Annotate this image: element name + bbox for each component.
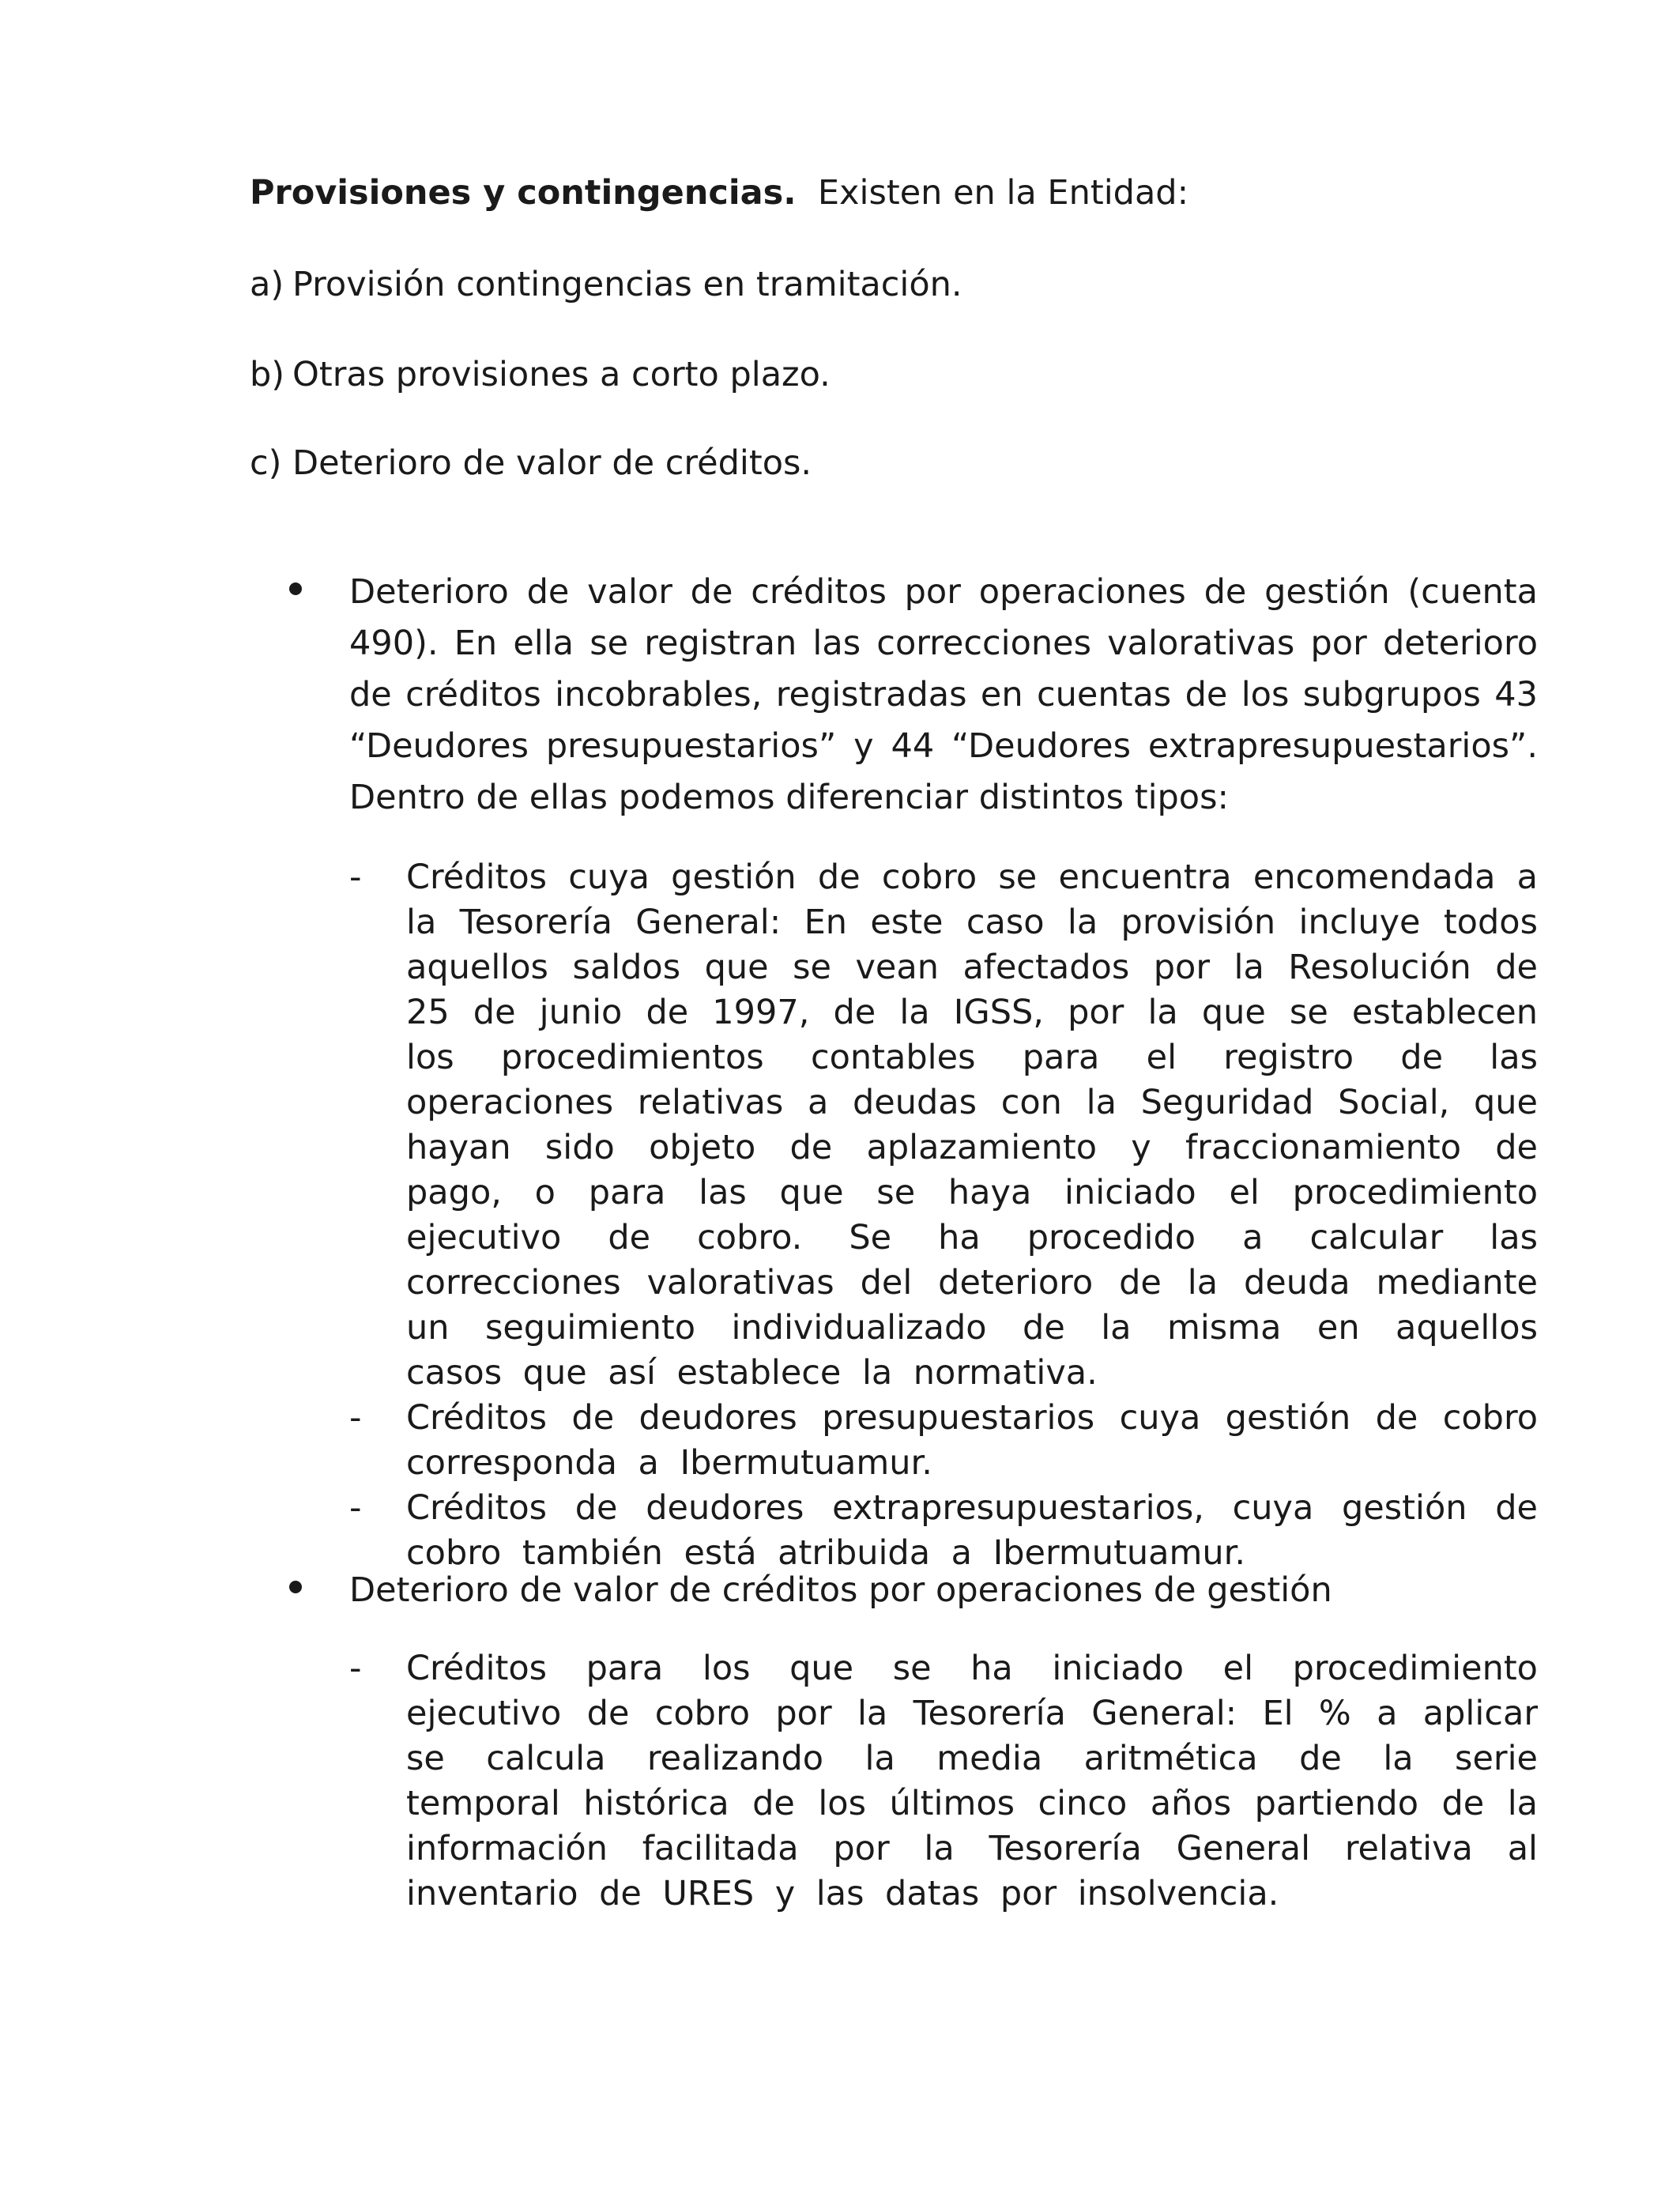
sub-list-item-text: Créditos cuya gestión de cobro se encuentra encomendada a la Tesorería General: En este caso la provisión incluye todos aquellos saldos que se vean afectados por la Resolución de 25 de junio de 1997, de la IGSS, por la que se establecen los procedimientos contables para el registro de las operaciones relativas a deudas con la Seguridad Social, que hayan sido objeto de aplazamiento y fraccionamiento de pago, o para las que se haya iniciado el procedimiento ejecutivo de cobro. Se ha procedido a calcular las correcciones valorativas del deterioro de la deuda mediante un seguimiento individualizado de la misma en aquellos casos que así establece la normativa. (406, 858, 1538, 1393)
sub-list (349, 855, 1538, 1576)
list-marker: c) (250, 443, 282, 483)
dash-marker: - (349, 858, 362, 897)
sub-list-item (349, 855, 1538, 1396)
sub-list-item (349, 1396, 1538, 1486)
dash-marker: - (349, 1398, 362, 1438)
list-marker: b) (250, 355, 285, 394)
sub-list-item-text: Créditos para los que se ha iniciado el procedimiento ejecutivo de cobro por la Tesorería General: El % a aplicar se calcula realizando la media aritmética de la serie temporal histórica de los últimos cinco años partiendo de la información facilitada por la Tesorería General relativa al inventario de URES y las datas por insolvencia. (406, 1649, 1538, 1913)
section-heading (250, 169, 1188, 217)
list-marker: a) (250, 265, 284, 304)
list-item-text: Otras provisiones a corto plazo. (292, 355, 831, 394)
dash-marker: - (349, 1649, 362, 1688)
list-item-text: Provisión contingencias en tramitación. (292, 265, 962, 304)
sub-list-item-text: Créditos de deudores extrapresupuestarios, cuya gestión de cobro también está atribuida a Ibermutuamur. (406, 1488, 1538, 1573)
bullet-text: Deterioro de valor de créditos por operaciones de gestión (cuenta 490). En ella se registran las correcciones valorativas por deterioro de créditos incobrables, registradas en cuentas de los subgrupos 43 “Deudores presupuestarios” y 44 “Deudores extrapresupuestarios”. Dentro de ellas podemos diferenciar distintos tipos: (349, 572, 1538, 817)
bullet-item (292, 567, 1538, 824)
heading-rest: Existen en la Entidad: (817, 173, 1189, 213)
list-item-text: Deterioro de valor de créditos. (292, 443, 812, 483)
sub-list-item (349, 1646, 1538, 1917)
list-item-a (250, 261, 962, 308)
sub-list-item-text: Créditos de deudores presupuestarios cuya gestión de cobro corresponda a Ibermutuamur. (406, 1398, 1538, 1483)
list-item-b (250, 351, 831, 398)
list-item-c (250, 439, 812, 487)
bullet-icon (289, 582, 302, 595)
dash-marker: - (349, 1488, 362, 1528)
sub-list-item (349, 1486, 1538, 1576)
sub-list (349, 1646, 1538, 1917)
bullet-item (292, 1565, 1538, 1616)
heading-bold: Provisiones y contingencias. (250, 173, 797, 213)
bullet-icon (289, 1581, 302, 1593)
bullet-text: Deterioro de valor de créditos por operaciones de gestión (349, 1570, 1332, 1610)
